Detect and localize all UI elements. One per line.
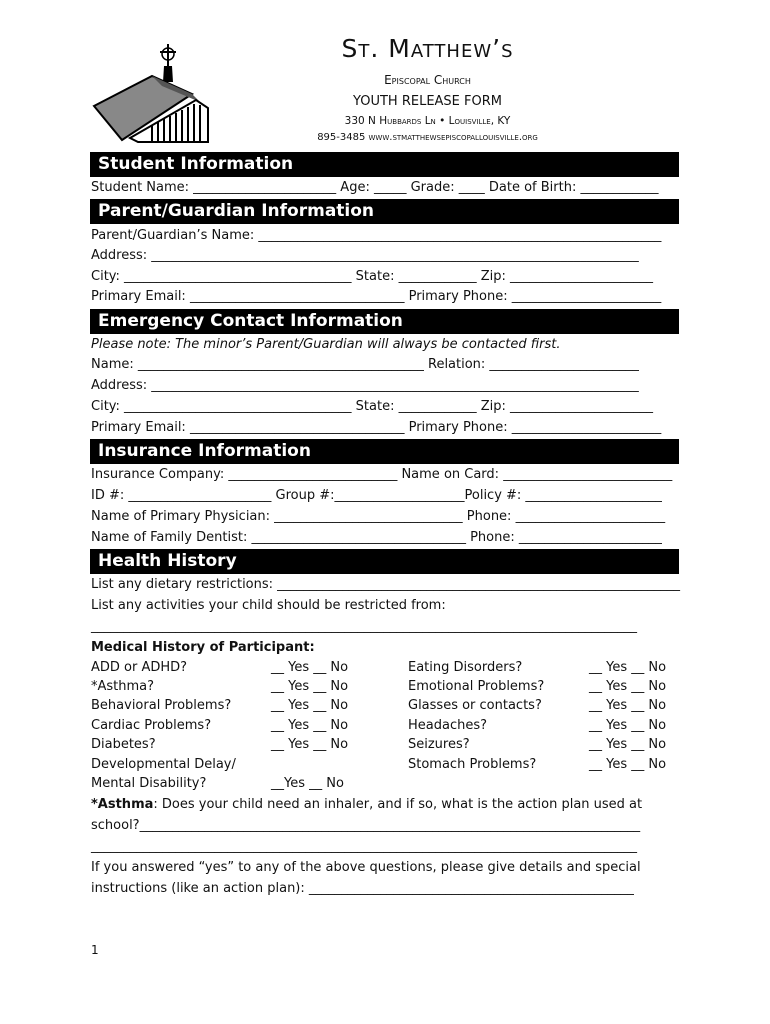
med-label: Stomach Problems?	[408, 757, 537, 772]
dentist-line[interactable]: Name of Family Dentist: _________________________________ Phone: ______________________	[91, 530, 662, 545]
yes-no-option[interactable]: __ Yes __ No	[589, 757, 667, 772]
med-label: Developmental Delay/	[91, 757, 236, 772]
medical-history-heading: Medical History of Participant:	[91, 640, 315, 655]
activities-label: List any activities your child should be restricted from:	[91, 598, 446, 613]
insurance-company-line[interactable]: Insurance Company: __________________________ Name on Card: __________________________	[91, 467, 673, 482]
section-header-parent: Parent/Guardian Information	[90, 199, 679, 224]
section-header-student: Student Information	[90, 152, 679, 177]
page-number: 1	[91, 943, 99, 957]
emergency-city-line[interactable]: City: ___________________________________ State: ____________ Zip: ______________________	[91, 399, 654, 414]
med-label: Cardiac Problems?	[91, 718, 212, 733]
yes-no-option[interactable]: __ Yes __ No	[589, 737, 667, 752]
physician-line[interactable]: Name of Primary Physician: _____________________________ Phone: _______________________	[91, 509, 666, 524]
emergency-email-line[interactable]: Primary Email: _________________________________ Primary Phone: _______________________	[91, 420, 662, 435]
church-address: 330 N Hubbards Ln • Louisville, KY	[344, 115, 511, 127]
yes-no-option[interactable]: __ Yes __ No	[271, 660, 349, 675]
yes-no-option[interactable]: __Yes __ No	[271, 776, 344, 791]
yes-no-option[interactable]: __ Yes __ No	[589, 698, 667, 713]
med-label: Diabetes?	[91, 737, 156, 752]
yes-no-option[interactable]: __ Yes __ No	[589, 718, 667, 733]
church-contact: 895-3485 www.stmatthewsepiscopallouisville.org	[317, 132, 538, 143]
section-header-insurance: Insurance Information	[90, 439, 679, 464]
asthma-question-text: : Does your child need an inhaler, and if so, what is the action plan used at	[153, 797, 643, 812]
med-label: Mental Disability?	[91, 776, 207, 791]
asthma-answer-line[interactable]: school?_____________________________________________________________________________	[91, 818, 641, 833]
yes-details-note: If you answered “yes” to any of the above questions, please give details and special	[91, 860, 641, 875]
med-label: Behavioral Problems?	[91, 698, 232, 713]
parent-city-line[interactable]: City: ___________________________________ State: ____________ Zip: ______________________	[91, 269, 654, 284]
church-title: St. Matthew’s	[341, 34, 514, 63]
dietary-line[interactable]: List any dietary restrictions: ______________________________________________________________	[91, 577, 681, 592]
yes-no-option[interactable]: __ Yes __ No	[271, 737, 349, 752]
yes-no-option[interactable]: __ Yes __ No	[271, 698, 349, 713]
med-label: Seizures?	[408, 737, 470, 752]
emergency-name-line[interactable]: Name: ____________________________________________ Relation: _______________________	[91, 357, 639, 372]
emergency-address-line[interactable]: Address: ___________________________________________________________________________	[91, 378, 639, 393]
med-label: Headaches?	[408, 718, 488, 733]
insurance-id-line[interactable]: ID #: ______________________ Group #:____________________Policy #: _____________________	[91, 488, 662, 503]
church-subtitle: Episcopal Church	[384, 73, 471, 87]
section-header-emergency: Emergency Contact Information	[90, 309, 679, 334]
med-label: ADD or ADHD?	[91, 660, 188, 675]
section-header-health: Health History	[90, 549, 679, 574]
asthma-question	[91, 796, 642, 813]
yes-no-option[interactable]: __ Yes __ No	[271, 679, 349, 694]
med-label: Eating Disorders?	[408, 660, 523, 675]
med-label: Glasses or contacts?	[408, 698, 542, 713]
activities-line[interactable]: ____________________________________________________________________________________	[91, 619, 637, 634]
emergency-note: Please note: The minor’s Parent/Guardian will always be contacted first.	[91, 337, 561, 352]
med-label: Emotional Problems?	[408, 679, 545, 694]
parent-name-line[interactable]: Parent/Guardian’s Name: ______________________________________________________________	[91, 228, 662, 243]
parent-address-line[interactable]: Address: ___________________________________________________________________________	[91, 248, 639, 263]
yes-no-option[interactable]: __ Yes __ No	[589, 660, 667, 675]
action-plan-line[interactable]: instructions (like an action plan): __________________________________________________	[91, 881, 634, 896]
yes-no-option[interactable]: __ Yes __ No	[589, 679, 667, 694]
student-name-line[interactable]: Student Name: ______________________ Age: _____ Grade: ____ Date of Birth: ____________	[91, 180, 659, 195]
yes-no-option[interactable]: __ Yes __ No	[271, 718, 349, 733]
med-label: *Asthma?	[91, 679, 155, 694]
church-logo	[92, 42, 212, 146]
parent-email-line[interactable]: Primary Email: _________________________________ Primary Phone: _______________________	[91, 289, 662, 304]
asthma-label: *Asthma	[91, 797, 154, 812]
asthma-answer-line-2[interactable]: ____________________________________________________________________________________	[91, 839, 637, 854]
form-title: YOUTH RELEASE FORM	[353, 94, 502, 109]
